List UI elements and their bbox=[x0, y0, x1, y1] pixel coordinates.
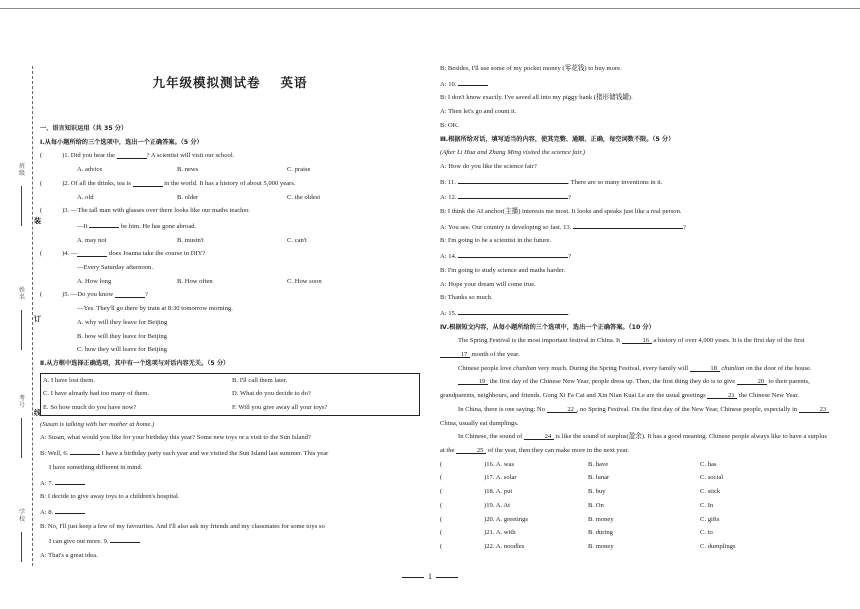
dialogue-text: A: You see. Our country is developing so fast. 13. bbox=[440, 223, 572, 231]
cloze-blank: 17 bbox=[440, 348, 470, 358]
passage-text: In China, there is one saying: No bbox=[458, 405, 545, 413]
dialogue-text: A: 10. bbox=[440, 80, 457, 88]
cloze-blank: 16 bbox=[622, 334, 652, 344]
dialogue-text: . bbox=[568, 309, 570, 317]
answer-blank bbox=[458, 174, 568, 184]
option-c: C. dumplings bbox=[700, 542, 736, 550]
answer-blank bbox=[110, 533, 140, 543]
option-c: C. How soon bbox=[287, 277, 322, 285]
answer-blank bbox=[117, 149, 147, 159]
question-text: )4. — bbox=[62, 250, 78, 258]
option-a: )18. A. put bbox=[484, 488, 513, 496]
passage-text: China, usually eat dumplings. bbox=[440, 419, 519, 427]
option-a: )22. A. noodles bbox=[484, 542, 525, 550]
option-a: )20. A. greetings bbox=[484, 515, 528, 523]
option-b: B. older bbox=[177, 193, 199, 201]
answer-blank bbox=[77, 247, 107, 257]
answer-paren: ( bbox=[40, 179, 43, 187]
option-a: )16. A. was bbox=[484, 460, 515, 468]
dialogue-text: B: 11. bbox=[440, 178, 456, 186]
dialogue-context: (After Li Hua and Zhang Ming visited the science fair.) bbox=[440, 149, 586, 157]
dialogue-text: A: 14. bbox=[440, 253, 457, 261]
options-box bbox=[40, 373, 420, 416]
question-text: )3. —The tall man with glasses over there looks like our maths teacher. bbox=[62, 207, 250, 215]
option-c: C. has bbox=[700, 460, 717, 468]
left-column bbox=[40, 62, 420, 563]
option-a: )17. A. solar bbox=[484, 474, 517, 482]
option-c: C. stick bbox=[700, 488, 721, 496]
answer-paren: ( bbox=[440, 501, 443, 509]
passage-text: a history of over 4,000 years. It is the first day of the first bbox=[653, 337, 805, 345]
dialogue-line bbox=[440, 248, 830, 264]
margin-blank bbox=[21, 310, 22, 350]
cloze-blank: 23 bbox=[799, 403, 829, 413]
passage-text: is like the sound of surplus(盈余). It has a good meaning. Chinese people always like to have a surplus at the bbox=[440, 433, 827, 454]
answer-paren: ( bbox=[440, 488, 443, 496]
question-text: )1. Did you hear the bbox=[62, 152, 115, 160]
option-a: A. why will they leave for Beijing bbox=[77, 318, 168, 326]
question-text: )5. —Do you know bbox=[62, 291, 114, 299]
question-2-options bbox=[40, 191, 420, 205]
option-b: B. have bbox=[588, 460, 609, 468]
box-option-d: D. What do you decide to do? bbox=[232, 390, 311, 398]
answer-blank bbox=[458, 305, 568, 315]
passage-paragraph bbox=[440, 362, 830, 376]
dialogue-line: B: I'm going to be a scientist in the future. bbox=[440, 237, 552, 245]
option-c: C. In bbox=[700, 501, 714, 509]
answer-blank bbox=[458, 76, 488, 86]
dialogue-context: (Susan is talking with her mother at home.) bbox=[40, 420, 155, 428]
page-number: 1 bbox=[428, 572, 432, 581]
dialogue-line: B: I'm going to study science and maths harder. bbox=[440, 266, 566, 274]
passage-text: Chinese people love bbox=[458, 364, 512, 372]
option-a: )19. A. At bbox=[484, 501, 511, 509]
question-4-options bbox=[40, 275, 420, 289]
passage-text: to their parents, grandparents, neighbours, and friends. Gong Xi Fa Cai and Xin Nian Kuai Le are the usual greetings bbox=[440, 378, 810, 400]
dialogue-text: I can give out more. 9. bbox=[49, 538, 109, 546]
cloze-question-21 bbox=[440, 526, 830, 540]
box-option-b: B. I'll call them later. bbox=[232, 376, 288, 384]
option-b: B. lunar bbox=[588, 474, 610, 482]
dialogue-line: B: Thanks so much. bbox=[440, 294, 493, 302]
answer-blank bbox=[89, 218, 119, 228]
dialogue-line: A: How do you like the science fair? bbox=[440, 162, 537, 170]
question-3 bbox=[40, 204, 420, 218]
passage-text: very much. During the Spring Festival, every family will bbox=[537, 364, 689, 372]
answer-paren: ( bbox=[40, 152, 43, 160]
dialogue-line: B: I think the AI anchor(主播) interests me most. It looks and speaks just like a real person. bbox=[440, 208, 682, 216]
passage-text: of the year, then they can make more in the next year. bbox=[487, 446, 630, 454]
option-c: C. to bbox=[700, 529, 713, 537]
passage-text: The Spring Festival is the most important festival in China. It bbox=[458, 337, 621, 345]
dialogue-line: B: No, I'll just keep a few of my favourites. And I'll also ask my friends and my classmates for some toys so bbox=[40, 522, 325, 530]
box-option-e: E. So how much do you have now? bbox=[43, 404, 137, 412]
dialogue-line bbox=[40, 445, 420, 461]
passage-paragraph bbox=[440, 334, 830, 361]
option-b: B. how will they leave for Beijing bbox=[77, 332, 167, 340]
passage-text: month of the year. bbox=[471, 351, 520, 359]
option-c: C. gifts bbox=[700, 515, 720, 523]
dialogue-line: B: I don't know exactly. I've saved all into my piggy bank (猪形储钱罐). bbox=[440, 94, 633, 102]
question-4 bbox=[40, 247, 420, 261]
answer-paren: ( bbox=[440, 474, 443, 482]
answer-blank bbox=[573, 219, 683, 229]
answer-blank bbox=[55, 504, 85, 514]
answer-paren: ( bbox=[40, 291, 43, 299]
margin-label-class: 班级 bbox=[18, 164, 25, 177]
dialogue-line: A: Susan, what would you like for your birthday this year? Some new toys or a visit to the Sun Island? bbox=[40, 434, 311, 442]
question-text: —It bbox=[77, 222, 88, 230]
box-option-f: F. Will you give away all your toys? bbox=[232, 404, 328, 412]
cloze-question-18 bbox=[440, 485, 830, 499]
exam-title: 九年级模拟测试卷 bbox=[152, 75, 261, 90]
dialogue-line: A: That's a great idea. bbox=[40, 552, 98, 560]
question-text: ? bbox=[144, 291, 148, 299]
cloze-question-20 bbox=[440, 513, 830, 527]
cut-mark-zhuang: 装 bbox=[34, 217, 41, 225]
question-text: does Joanna take the course in DIY? bbox=[109, 250, 206, 258]
passage-text: the Chinese New Year. bbox=[739, 392, 799, 400]
question-1 bbox=[40, 149, 420, 163]
answer-paren: ( bbox=[40, 207, 43, 215]
cut-mark-xian: 线 bbox=[34, 409, 41, 417]
answer-blank bbox=[55, 475, 85, 485]
cut-line bbox=[32, 66, 33, 566]
subject-title: 英语 bbox=[280, 75, 308, 90]
box-option-a: A. I have lost them. bbox=[43, 376, 96, 384]
right-column bbox=[440, 62, 830, 554]
option-c: C. praise bbox=[287, 166, 311, 174]
option-b: B. buy bbox=[588, 488, 606, 496]
question-1-options bbox=[40, 163, 420, 177]
option-a: )21. A. with bbox=[484, 529, 516, 537]
dialogue-line: I have something different in mind. bbox=[49, 463, 143, 471]
option-b: B. money bbox=[588, 542, 614, 550]
option-b: B. money bbox=[588, 515, 614, 523]
answer-blank bbox=[115, 288, 145, 298]
question-text: be him. He has gone abroad. bbox=[120, 222, 197, 230]
dialogue-text: ? bbox=[568, 194, 572, 202]
dialogue-text: A: 7. bbox=[40, 479, 54, 487]
passage-text: the first day of the Chinese New Year, people dress up. Then, the first thing they do is to give bbox=[489, 378, 736, 386]
option-a: A. old bbox=[77, 193, 94, 201]
dialogue-text: B: Well, 6. bbox=[40, 450, 69, 458]
dialogue-text: ? bbox=[568, 253, 572, 261]
option-a: A. may not bbox=[77, 236, 107, 244]
option-c: C. how they will leave for Beijing bbox=[77, 346, 167, 354]
option-c: C. social bbox=[700, 474, 724, 482]
cloze-question-19 bbox=[440, 499, 830, 513]
answer-paren: ( bbox=[440, 515, 443, 523]
cloze-blank: 18 bbox=[690, 362, 720, 372]
dialogue-line bbox=[40, 475, 420, 491]
option-b: B. On bbox=[588, 501, 604, 509]
margin-label-id: 考号 bbox=[18, 396, 25, 409]
margin-label-school: 学校 bbox=[18, 510, 25, 523]
question-text: in the world. It has a history of about 5,000 years. bbox=[164, 179, 296, 187]
cloze-blank: 19 bbox=[458, 375, 488, 385]
question-2 bbox=[40, 177, 420, 191]
page-title bbox=[40, 74, 420, 92]
option-b: B. How often bbox=[177, 277, 213, 285]
question-text: ? A scientist will visit our school. bbox=[146, 152, 235, 160]
dialogue-line bbox=[40, 533, 420, 549]
option-c: C. the oldest bbox=[287, 193, 321, 201]
page-footer bbox=[0, 572, 860, 581]
cloze-blank: 24 bbox=[524, 430, 554, 440]
cloze-question-17 bbox=[440, 471, 830, 485]
margin-blank bbox=[21, 532, 22, 562]
passage-text: on the door of the house. bbox=[746, 364, 812, 372]
option-b: B. news bbox=[177, 166, 199, 174]
question-4-reply: —Every Saturday afternoon. bbox=[77, 264, 153, 272]
dialogue-line bbox=[440, 219, 830, 235]
passage-term: chunlian bbox=[513, 364, 537, 372]
passage-paragraph bbox=[440, 403, 830, 430]
binding-margin bbox=[12, 66, 41, 566]
dialogue-line bbox=[440, 174, 830, 190]
answer-paren: ( bbox=[440, 460, 443, 468]
dialogue-line: A: Hope your dream will come true. bbox=[440, 280, 536, 288]
dialogue-text: A: 12. bbox=[440, 194, 457, 202]
answer-blank bbox=[458, 189, 568, 199]
option-a: A. How long bbox=[77, 277, 112, 285]
question-text: )2. Of all the drinks, tea is bbox=[62, 179, 131, 187]
part1-heading: Ⅰ.从每小题所给的三个选项中，选出一个正确答案。（5 分） bbox=[40, 138, 203, 146]
answer-blank bbox=[70, 445, 100, 455]
cloze-blank: 21 bbox=[707, 389, 737, 399]
answer-paren: ( bbox=[440, 542, 443, 550]
footer-dash bbox=[402, 577, 424, 578]
cloze-question-16 bbox=[440, 458, 830, 472]
dialogue-line bbox=[40, 504, 420, 520]
answer-paren: ( bbox=[40, 250, 43, 258]
cloze-blank: 25 bbox=[456, 444, 486, 454]
question-3-reply bbox=[40, 218, 420, 234]
cut-mark-ding: 订 bbox=[34, 315, 41, 323]
dialogue-line bbox=[440, 305, 830, 321]
dialogue-line: B: OK. bbox=[440, 121, 460, 129]
scan-top-edge bbox=[0, 8, 860, 9]
margin-blank bbox=[21, 186, 22, 226]
dialogue-line: A: Then let's go and count it. bbox=[440, 108, 517, 116]
passage-paragraph bbox=[440, 375, 830, 402]
passage-paragraph bbox=[440, 430, 830, 457]
dialogue-text: A: 15. bbox=[440, 309, 457, 317]
answer-blank bbox=[458, 248, 568, 258]
question-5 bbox=[40, 288, 420, 302]
part2-heading: Ⅱ.从方框中选择正确选项，其中有一个选项与对话内容无关。（5 分） bbox=[40, 359, 230, 367]
cloze-blank: 20 bbox=[737, 375, 767, 385]
option-c: C. can't bbox=[287, 236, 307, 244]
dialogue-line: B: Besides, I'll use some of my pocket money (零花钱) to buy more. bbox=[440, 65, 622, 72]
margin-blank bbox=[21, 418, 22, 458]
dialogue-line bbox=[440, 189, 830, 205]
cloze-question-22 bbox=[440, 540, 830, 554]
option-b: B. during bbox=[588, 529, 613, 537]
footer-dash bbox=[436, 577, 458, 578]
option-b: B. mustn't bbox=[177, 236, 204, 244]
question-5-reply: —Yes. They'll go there by train at 8:30 tomorrow morning. bbox=[77, 305, 233, 313]
part3-heading: Ⅲ.根据所给对话，填写适当的内容，使其完整、通顺、正确，每空词数不限。（5 分） bbox=[440, 135, 675, 143]
passage-text: In Chinese, the sound of bbox=[458, 433, 523, 441]
box-option-c: C. I have already had too many of them. bbox=[43, 390, 150, 398]
answer-blank bbox=[133, 177, 163, 187]
dialogue-text: . There are so many inventions in it. bbox=[567, 178, 663, 186]
dialogue-line: B: I decide to give away toys to a children's hospital. bbox=[40, 493, 180, 501]
part4-heading: Ⅳ.根据短文内容，从每小题所给的三个选项中，选出一个正确答案。（10 分） bbox=[440, 323, 655, 331]
cloze-blank: 22 bbox=[547, 403, 577, 413]
question-3-options bbox=[40, 234, 420, 248]
section-heading: 一、语言知识运用（共 35 分） bbox=[40, 125, 128, 132]
option-a: A. advice bbox=[77, 166, 103, 174]
margin-label-name: 姓名 bbox=[18, 288, 25, 301]
dialogue-line bbox=[440, 76, 830, 92]
passage-term: chunlian bbox=[721, 364, 745, 372]
dialogue-text: I have a birthday party each year and we visited the Sun Island last summer. This year bbox=[101, 450, 329, 458]
dialogue-text: ? bbox=[682, 223, 686, 231]
passage-text: , no Spring Festival. On the first day of the New Year, Chinese people, especially in bbox=[576, 405, 798, 413]
answer-paren: ( bbox=[440, 529, 443, 537]
dialogue-text: A: 8. bbox=[40, 508, 54, 516]
